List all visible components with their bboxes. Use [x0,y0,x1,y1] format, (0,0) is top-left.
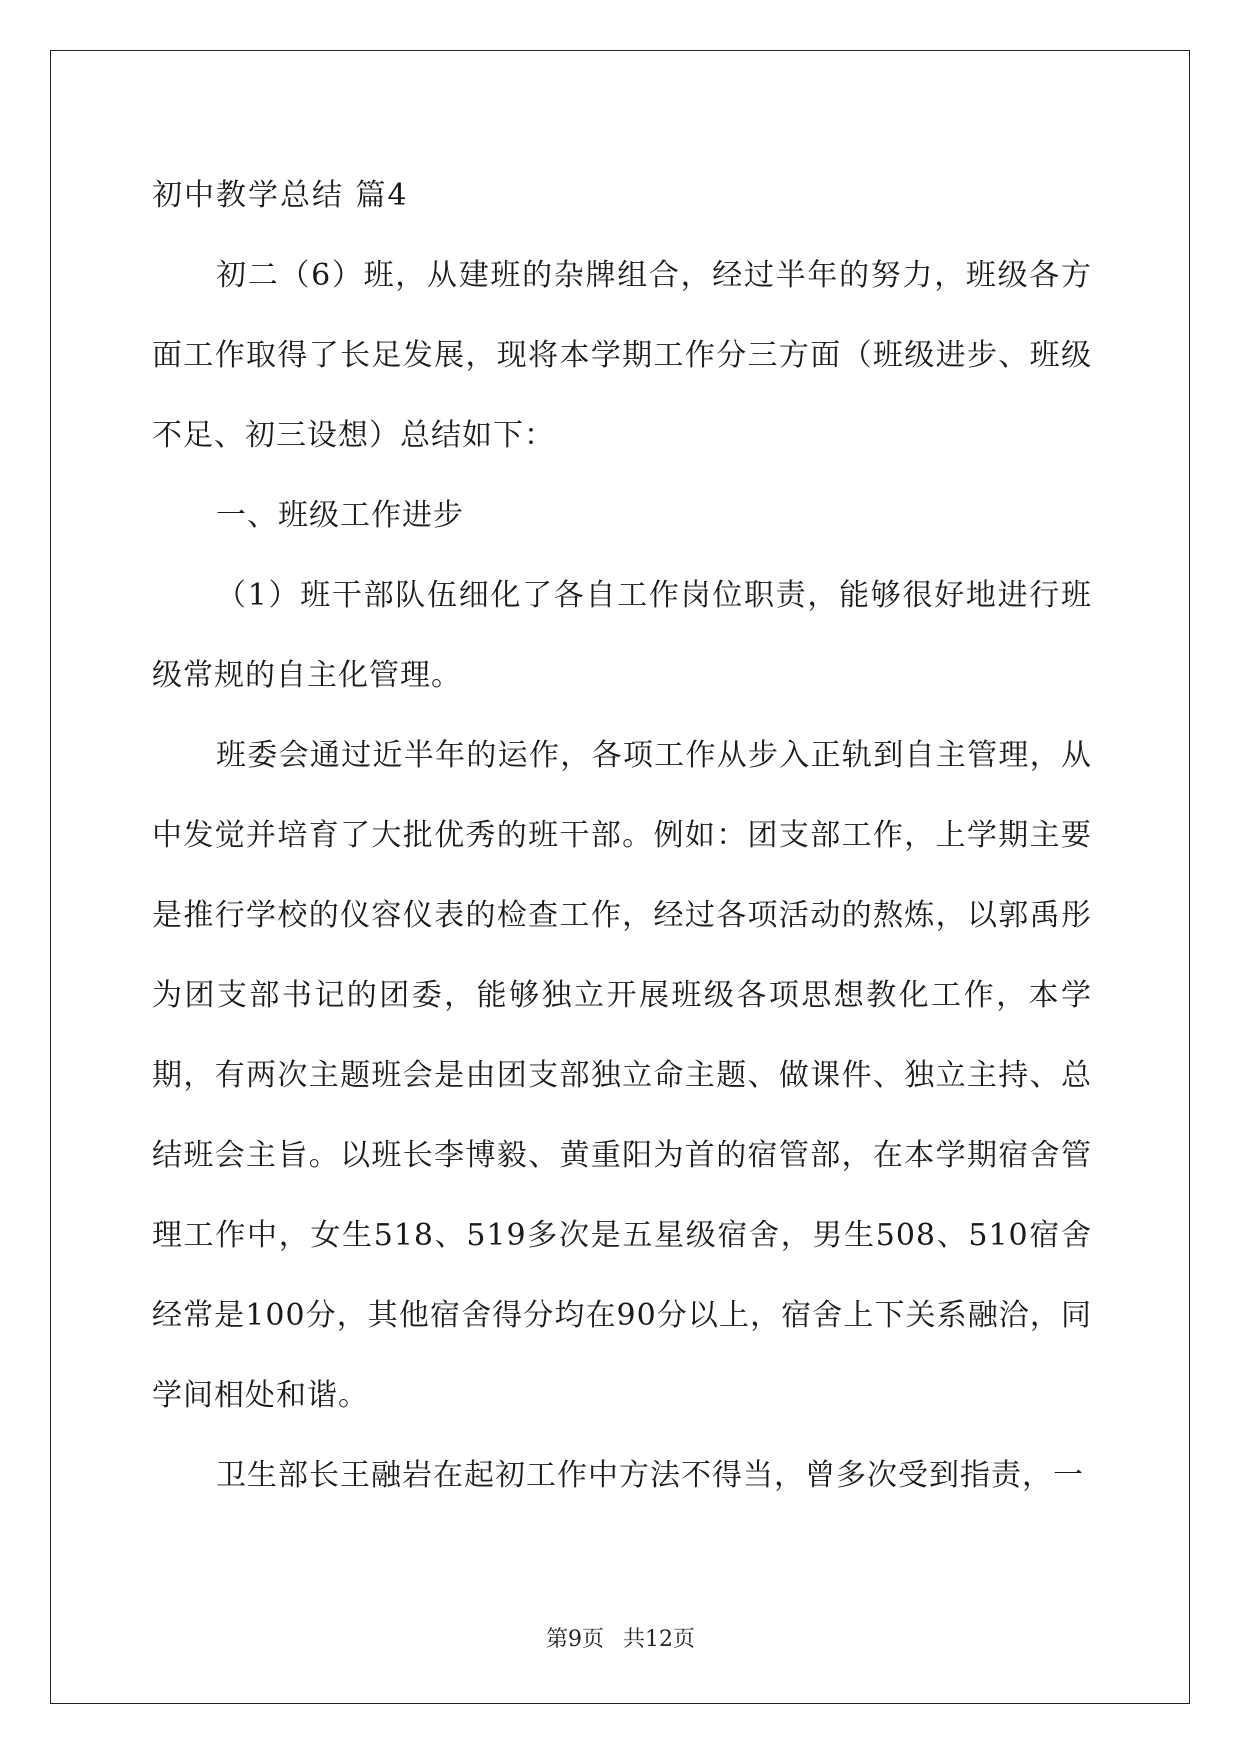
paragraph-intro: 初二（6）班，从建班的杂牌组合，经过半年的努力，班级各方面工作取得了长足发展，现将本学期工作分三方面（班级进步、班级不足、初三设想）总结如下： [152,258,1092,453]
paragraph-item-1: （1）班干部队伍细化了各自工作岗位职责，能够很好地进行班级常规的自主化管理。 [152,578,1092,693]
document-title: 初中教学总结 篇4 [152,178,409,213]
page-number: 第9页 [546,1627,604,1652]
paragraph-hygiene: 卫生部长王融岩在起初工作中方法不得当，曾多次受到指责，一 [216,1458,1084,1493]
section-heading: 一、班级工作进步 [216,498,464,533]
page-total: 共12页 [623,1627,695,1652]
page-footer [0,1622,1241,1653]
document-body [152,156,1092,1516]
paragraph-committee: 班委会通过近半年的运作，各项工作从步入正轨到自主管理，从中发觉并培育了大批优秀的班干部。例如：团支部工作，上学期主要是推行学校的仪容仪表的检查工作，经过各项活动的熬炼，以郭禹彤为团支部书记的团委，能够独立开展班级各项思想教化工作，本学期，有两次主题班会是由团支部独立命主题、做课件、独立主持、总结班会主旨。以班长李博毅、黄重阳为首的宿管部，在本学期宿舍管理工作中，女生518、519多次是五星级宿舍，男生508、510宿舍经常是100分，其他宿舍得分均在90分以上，宿舍上下关系融洽，同学间相处和谐。 [152,738,1092,1413]
